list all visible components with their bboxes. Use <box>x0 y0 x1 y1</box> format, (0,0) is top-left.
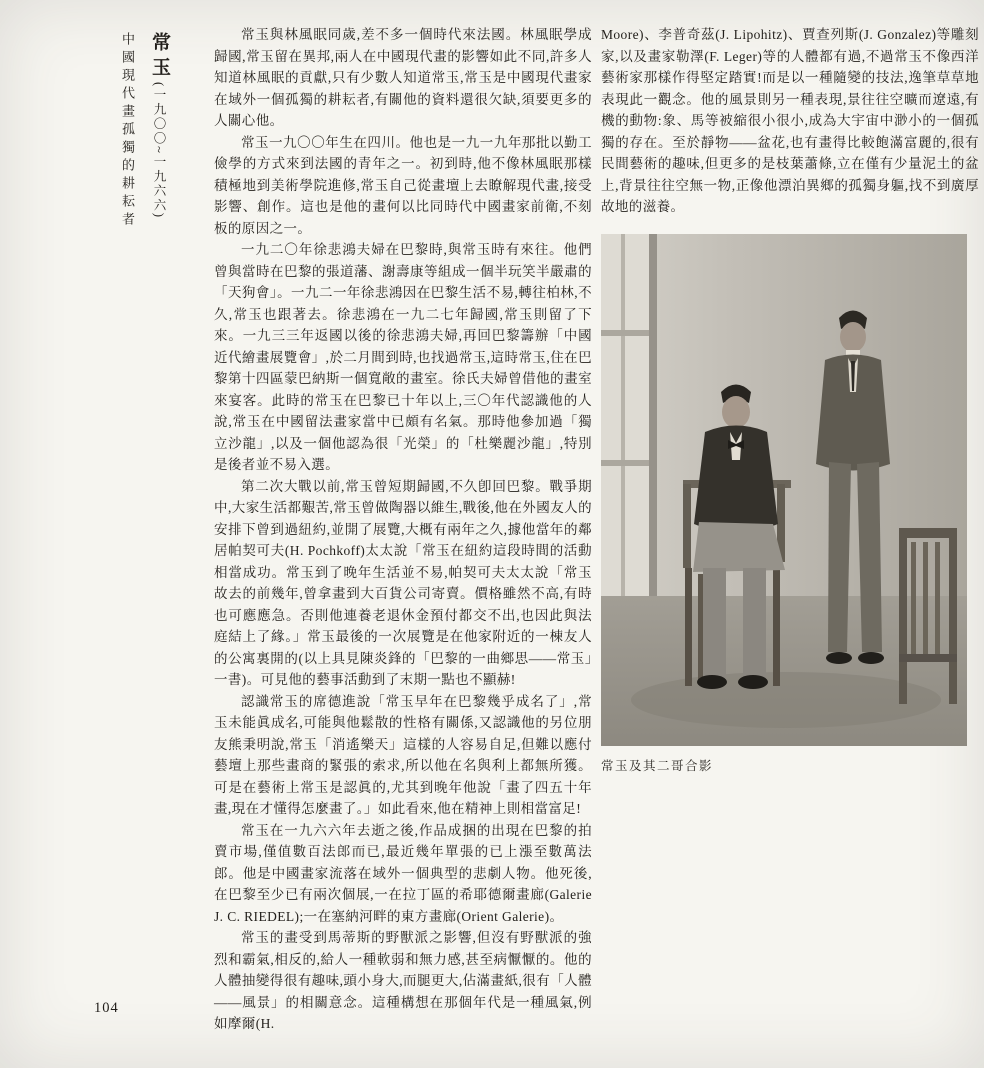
paragraph: 常玉一九〇〇年生在四川。他也是一九一九年那批以勤工儉學的方式來到法國的青年之一。初到時,他不像林風眠那樣積極地到美術學院進修,常玉自己從畫壇上去瞭解現代畫,接受影響、創作。這也是他的畫何以比同時代中國畫家前衛,不刻板的原因之一。 <box>214 134 592 236</box>
paragraph: 常玉與林風眠同歲,差不多一個時代來法國。林風眠學成歸國,常玉留在異邦,兩人在中國現代畫的影響如此不同,許多人知道林風眠的貢獻,只有少數人知道常玉,常玉是中國現代畫家在域外一個孤獨的耕耘者,有關他的資料還很欠缺,須要更多的人關心他。 <box>214 27 592 128</box>
photo-caption: 常玉及其二哥合影 <box>601 758 714 773</box>
artist-name: 常玉 <box>149 32 170 82</box>
main-text-column <box>214 24 592 1035</box>
margin-article-subtitle: 中國現代畫孤獨的耕耘者 <box>120 32 135 230</box>
paragraph: 一九二〇年徐悲鴻夫婦在巴黎時,與常玉時有來往。他們曾與當時在巴黎的張道藩、謝壽康等組成一個半玩笑半嚴肅的「天狗會」。一九二一年徐悲鴻因在巴黎生活不易,轉往柏林,不久,常玉也跟著去。徐悲鴻在一九二七年歸國,常玉則留了下來。一九三三年返國以後的徐悲鴻夫婦,再回巴黎籌辦「中國近代繪畫展覽會」,於二月間到時,也找過常玉,這時常玉,住在巴黎第十四區蒙巴納斯一個寬敞的畫室。徐氏夫婦曾借他的畫室來宴客。此時的常玉在巴黎已十年以上,三〇年代認識他的人說,常玉在中國留法畫家當中已頗有名氣。那時他參加過「獨立沙龍」,以及一個他認為很「光榮」的「杜樂麗沙龍」,特別是後者並不易入選。 <box>214 242 592 472</box>
paragraph: 常玉在一九六六年去逝之後,作品成捆的出現在巴黎的拍賣市場,僅值數百法郎而已,最近幾年單張的已上漲至數萬法郎。他是中國畫家流落在域外一個典型的悲劇人物。他死後,在巴黎至少已有兩次個展,一在拉丁區的希耶德爾畫廊(Galerie J. C. RIEDEL);一在塞納河畔的東方畫廊(Orient Galerie)。 <box>214 822 592 924</box>
photo-figure <box>601 234 979 778</box>
paragraph: 第二次大戰以前,常玉曾短期歸國,不久卽回巴黎。戰爭期中,大家生活都艱苦,常玉曾做陶器以維生,戰後,他在外國友人的安排下曾到過紐約,並開了展覽,大概有兩年之久,據他當年的鄰居帕契可夫(H. Pochkoff)太太說「常玉在紐約這段時間的活動相當成功。常玉到了晚年生活並不易,帕契可夫太太說「常玉故去的前幾年,曾拿畫到大百貨公司寄賣。價格雖然不高,有時也可應應急。否則他連養老退休金預付都交不出,也因此與法庭結上了緣。」常玉最後的一次展覽是在他家附近的一棟友人的公寓裏開的(以上具見陳炎鋒的「巴黎的一曲鄉思——常玉」一書)。可見他的藝事活動到了末期一點也不顯赫! <box>214 478 592 687</box>
page-number: 104 <box>94 1000 119 1016</box>
paragraph-continuation: Moore)、李普奇茲(J. Lipohitz)、賈查列斯(J. Gonzalez)等雕刻家,以及畫家勒澤(F. Leger)等的人體都有過,不過常玉不像西洋藝術家那樣作得堅定踏實!而是以一種隨變的技法,逸筆草草地表現此一觀念。他的風景則另一種表現,景往往空曠而遼遠,有機的動物:象、馬等被縮很小很小,成為大宇宙中渺小的一個孤獨的存在。至於靜物——盆花,也有畫得比較飽滿富麗的,很有民間藝術的趣味,但更多的是枝葉蕭條,立在僅有少量泥土的盆上,背景往往空無一物,正像他漂泊異鄉的孤獨身軀,找不到廣厚故地的滋養。 <box>601 27 979 214</box>
margin-artist-title <box>146 32 173 219</box>
window-frame <box>601 234 657 596</box>
paragraph: 常玉的畫受到馬蒂斯的野獸派之影響,但沒有野獸派的強烈和霸氣,相反的,給人一種軟弱和無力感,甚至病懨懨的。他的人體抽變得很有趣味,頭小身大,而腿更大,佔滿畫紙,很有「人體——風景」的相關意念。這種構想在那個年代是一種風氣,例如摩爾(H. <box>214 930 592 1031</box>
right-column <box>601 24 979 777</box>
paragraph: 認識常玉的席德進說「常玉早年在巴黎幾乎成名了」,常玉未能眞成名,可能與他鬆散的性格有關係,又認識他的另位朋友熊秉明說,常玉「消遙樂天」這樣的人容易自足,但難以應付藝壇上那些畫商的緊張的索求,所以他在名與利上都無所獲。可是在藝術上常玉是認眞的,尤其到晚年他說「畫了四五十年畫,現在才懂得怎麼畫了。」如此看來,他在精神上則相當富足! <box>214 693 592 816</box>
photo-sanyu-and-brother <box>601 234 967 746</box>
artist-years: (一九〇〇~一九六六) <box>152 82 166 220</box>
